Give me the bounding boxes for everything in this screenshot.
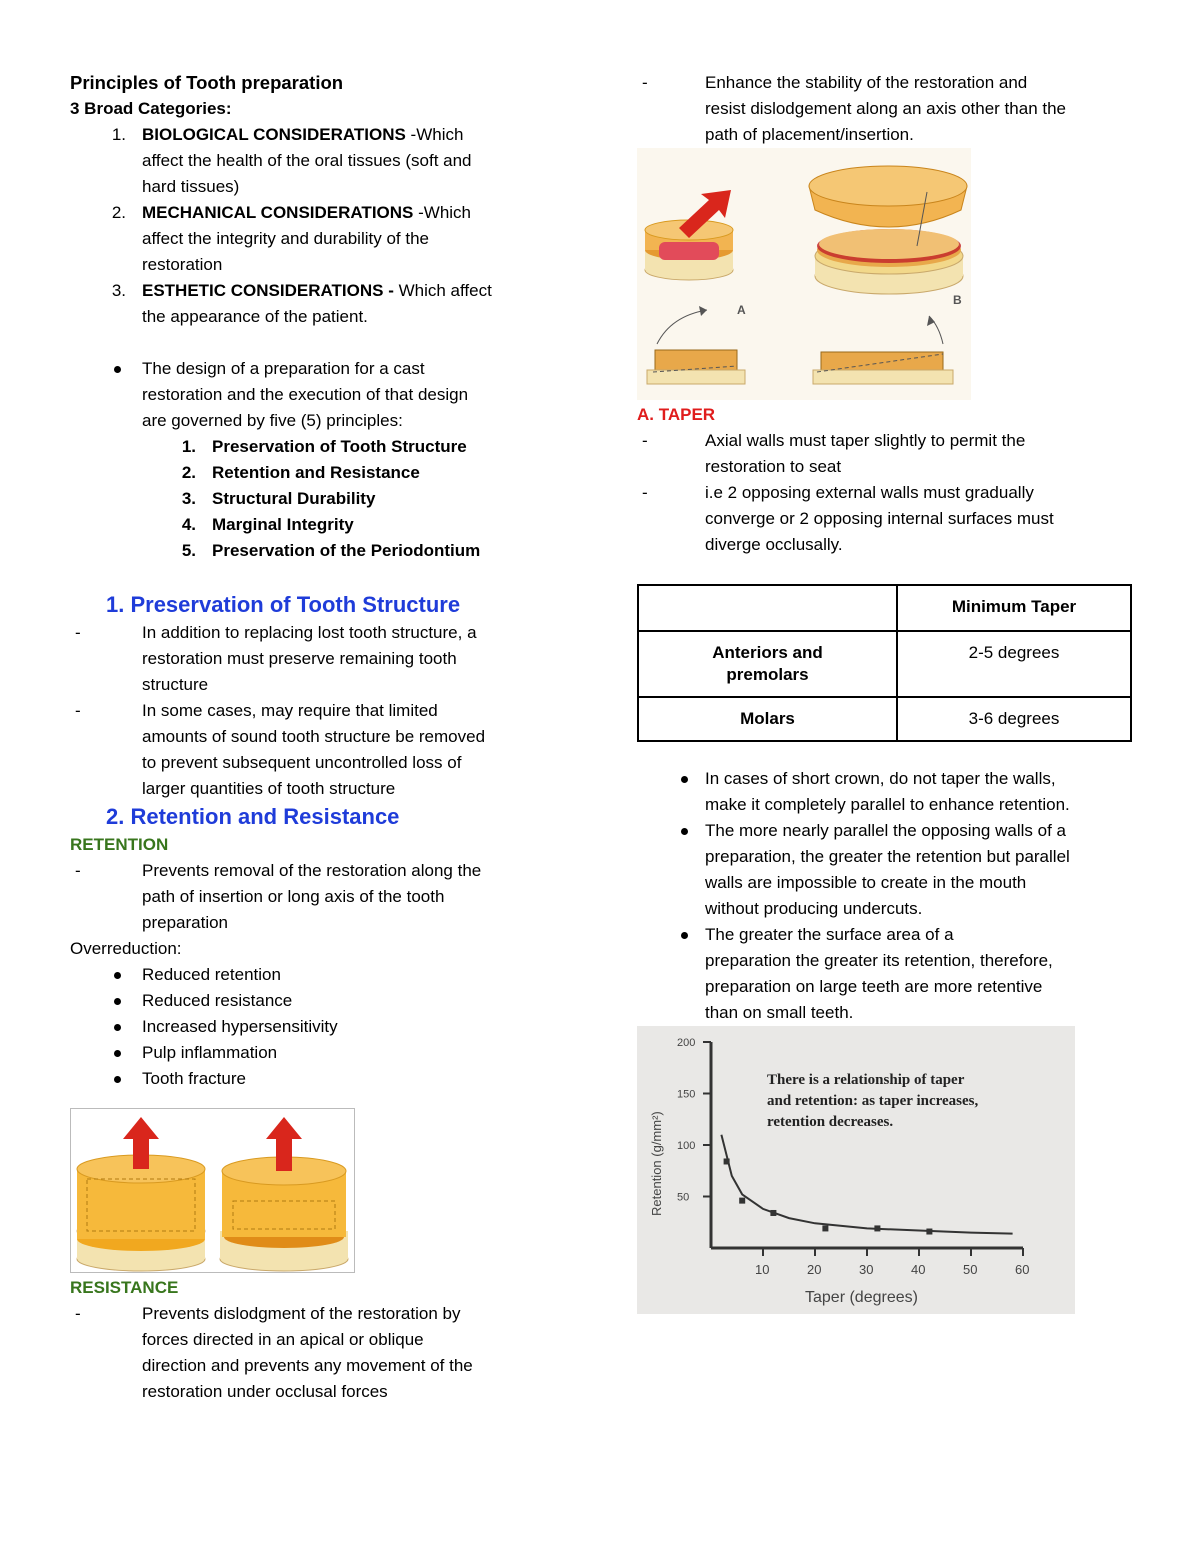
principle-number: 3. <box>181 489 196 508</box>
category-line <box>142 122 570 148</box>
minimum-taper-table <box>637 584 1132 742</box>
overreduction-item <box>70 962 570 988</box>
overreduction-label: Overreduction: <box>70 939 182 958</box>
category-line: restoration <box>142 255 223 274</box>
principle-item <box>70 460 570 486</box>
data-point <box>874 1225 880 1231</box>
text-line: The greater the surface area of a <box>705 925 954 944</box>
figure-label-b: B <box>953 293 962 307</box>
category-line: the appearance of the patient. <box>142 307 368 326</box>
taper-bullet-text <box>705 922 1132 1026</box>
taper-dash-1 <box>637 428 1132 480</box>
overreduction-item <box>70 1066 570 1092</box>
dislodgement-illustration <box>637 148 971 400</box>
text-line: restoration to seat <box>705 457 842 476</box>
dislodgement-figure <box>637 148 971 400</box>
design-bullet <box>70 356 570 434</box>
taper-bullet <box>637 922 1132 1026</box>
y-tick-label: 200 <box>677 1037 696 1049</box>
category-number: 3. <box>111 281 126 300</box>
text-line: larger quantities of tooth structure <box>142 779 396 798</box>
category-name: MECHANICAL CONSIDERATIONS <box>142 203 414 222</box>
data-point <box>724 1158 730 1164</box>
category-line: affect the integrity and durability of the <box>142 229 429 248</box>
retention-figure <box>70 1108 355 1273</box>
text-line: diverge occlusally. <box>705 535 843 554</box>
dash-marker <box>637 480 705 558</box>
principle-number: 4. <box>181 515 196 534</box>
resistance-dash <box>70 1301 570 1405</box>
taper-bullets <box>637 766 1132 1026</box>
x-tick-label: 30 <box>859 1262 874 1277</box>
category-desc: -Which <box>405 125 464 144</box>
text-line: amounts of sound tooth structure be removed <box>142 727 486 746</box>
section2-heading: 2. Retention and Resistance <box>106 804 400 829</box>
table-row <box>638 585 1131 631</box>
category-line: affect the health of the oral tissues (soft and <box>142 151 472 170</box>
principle-number: 5. <box>181 541 196 560</box>
y-axis-label: Retention (g/mm²) <box>649 1111 664 1216</box>
category-line <box>142 200 570 226</box>
principle-item <box>70 434 570 460</box>
chart-title-line: There is a relationship of taper and retention: as taper increases, retention decreases. <box>767 1072 979 1130</box>
overreduction-text: Reduced retention <box>142 965 281 984</box>
table-row <box>638 697 1131 741</box>
x-tick-label: 60 <box>1015 1262 1030 1277</box>
table-row-label: Molars <box>638 697 897 741</box>
overreduction-item <box>70 988 570 1014</box>
text-line: resist dislodgement along an axis other than the <box>705 99 1067 118</box>
text-line: to prevent subsequent uncontrolled loss of <box>142 753 462 772</box>
category-item <box>70 200 570 278</box>
text-line: path of insertion or long axis of the tooth <box>142 887 445 906</box>
section1-heading: 1. Preservation of Tooth Structure <box>106 592 461 617</box>
bullet-icon <box>70 988 142 1014</box>
taper-bullet <box>637 766 1132 818</box>
text-line: converge or 2 opposing internal surfaces must <box>705 509 1054 528</box>
category-number: 2. <box>111 203 126 222</box>
text-line: i.e 2 opposing external walls must gradually <box>705 483 1034 502</box>
category-number: 1. <box>111 125 126 144</box>
retention-illustration <box>71 1109 354 1272</box>
page-title: Principles of Tooth preparation <box>70 72 344 93</box>
text-line: preparation on large teeth are more retentive <box>705 977 1043 996</box>
y-tick-label: 100 <box>677 1140 696 1152</box>
principle-label: Preservation of Tooth Structure <box>212 437 467 456</box>
text-line: preparation, the greater the retention but parallel <box>705 847 1070 866</box>
design-bullet-line: The design of a preparation for a cast <box>142 359 425 378</box>
principle-label: Preservation of the Periodontium <box>212 541 481 560</box>
text-line: In addition to replacing lost tooth structure, a <box>142 623 477 642</box>
category-desc: -Which <box>413 203 472 222</box>
text-line: The more nearly parallel the opposing walls of a <box>705 821 1066 840</box>
section1-dash-1 <box>70 620 570 698</box>
x-tick-label: 20 <box>807 1262 822 1277</box>
table-cell-empty <box>638 585 897 631</box>
dash-marker <box>637 70 705 148</box>
category-line: hard tissues) <box>142 177 240 196</box>
text-line: make it completely parallel to enhance retention. <box>705 795 1070 814</box>
resistance-heading: RESISTANCE <box>70 1278 179 1297</box>
principle-item <box>70 512 570 538</box>
taper-dash-2 <box>637 480 1132 558</box>
overreduction-item <box>70 1040 570 1066</box>
text-line: Axial walls must taper slightly to permit the <box>705 431 1026 450</box>
text-line: structure <box>142 675 209 694</box>
taper-retention-chart <box>637 1026 1075 1314</box>
y-tick-label: 150 <box>677 1088 696 1101</box>
overreduction-text: Pulp inflammation <box>142 1043 278 1062</box>
table-row-label: Anteriors and premolars <box>638 631 897 697</box>
table-header: Minimum Taper <box>897 585 1131 631</box>
taper-bullet-text <box>705 766 1132 818</box>
overreduction-list <box>70 962 570 1092</box>
x-tick-label: 50 <box>963 1262 978 1277</box>
category-item <box>70 122 570 200</box>
text-line: forces directed in an apical or oblique <box>142 1330 424 1349</box>
principle-label: Retention and Resistance <box>212 463 420 482</box>
data-point <box>739 1198 745 1204</box>
figure-label-a: A <box>737 303 746 317</box>
data-point <box>926 1229 932 1235</box>
category-text <box>142 122 570 200</box>
bullet-icon <box>70 1066 142 1092</box>
taper-heading: A. TAPER <box>637 405 716 424</box>
design-bullet-line: restoration and the execution of that design <box>142 385 469 404</box>
taper-bullet <box>637 818 1132 922</box>
x-tick-label: 40 <box>911 1262 926 1277</box>
text-line: In some cases, may require that limited <box>142 701 438 720</box>
category-desc: Which affect <box>393 281 492 300</box>
overreduction-text: Tooth fracture <box>142 1069 246 1088</box>
principle-label: Structural Durability <box>212 489 376 508</box>
dash-marker <box>70 620 142 698</box>
bullet-icon <box>70 1040 142 1066</box>
bullet-icon <box>637 766 705 818</box>
taper-bullet-text <box>705 818 1132 922</box>
text-line: path of placement/insertion. <box>705 125 914 144</box>
principle-item <box>70 486 570 512</box>
table-row-value: 3-6 degrees <box>897 697 1131 741</box>
principle-number: 1. <box>181 437 196 456</box>
left-column <box>70 70 570 1405</box>
category-text <box>142 278 570 330</box>
dash-marker <box>70 858 142 936</box>
text-line: without producing undercuts. <box>705 899 923 918</box>
category-name: ESTHETIC CONSIDERATIONS - <box>142 281 394 300</box>
table-row <box>638 631 1131 697</box>
principle-item <box>70 538 570 564</box>
text-line: than on small teeth. <box>705 1003 854 1022</box>
overreduction-text: Increased hypersensitivity <box>142 1017 338 1036</box>
text-line: restoration under occlusal forces <box>142 1382 388 1401</box>
chart-svg <box>637 1026 1075 1314</box>
bullet-icon <box>637 922 705 1026</box>
categories-heading: 3 Broad Categories: <box>70 99 232 118</box>
text-line: preparation the greater its retention, therefore, <box>705 951 1053 970</box>
text-line: restoration must preserve remaining tooth <box>142 649 457 668</box>
design-bullet-line: are governed by five (5) principles: <box>142 411 403 430</box>
bullet-icon <box>70 1014 142 1040</box>
data-point <box>770 1210 776 1216</box>
dash-marker <box>637 428 705 480</box>
x-axis-label: Taper (degrees) <box>805 1289 918 1306</box>
bullet-icon <box>637 818 705 922</box>
x-tick-label: 10 <box>755 1262 770 1277</box>
category-line <box>142 278 570 304</box>
retention-dash <box>70 858 570 936</box>
bullet-icon <box>70 356 142 434</box>
dash-marker <box>70 1301 142 1405</box>
categories-list <box>70 122 570 330</box>
text-line: Prevents removal of the restoration along the <box>142 861 482 880</box>
right-column <box>637 70 1132 1314</box>
section1-dash-2 <box>70 698 570 802</box>
principles-list <box>70 434 570 564</box>
stability-dash <box>637 70 1132 148</box>
dash-marker <box>70 698 142 802</box>
principle-number: 2. <box>181 463 196 482</box>
text-line: preparation <box>142 913 229 932</box>
overreduction-text: Reduced resistance <box>142 991 293 1010</box>
overreduction-item <box>70 1014 570 1040</box>
text-line: Prevents dislodgment of the restoration by <box>142 1304 461 1323</box>
text-line: walls are impossible to create in the mouth <box>705 873 1027 892</box>
retention-heading: RETENTION <box>70 835 169 854</box>
data-point <box>822 1225 828 1231</box>
category-name: BIOLOGICAL CONSIDERATIONS <box>142 125 406 144</box>
category-text <box>142 200 570 278</box>
text-line: In cases of short crown, do not taper the walls, <box>705 769 1056 788</box>
bullet-icon <box>70 962 142 988</box>
category-item <box>70 278 570 330</box>
text-line: Enhance the stability of the restoration and <box>705 73 1028 92</box>
principle-label: Marginal Integrity <box>212 515 354 534</box>
table-row-value: 2-5 degrees <box>897 631 1131 697</box>
y-tick-label: 50 <box>677 1191 690 1204</box>
retention-curve <box>721 1135 1012 1234</box>
text-line: direction and prevents any movement of the <box>142 1356 473 1375</box>
